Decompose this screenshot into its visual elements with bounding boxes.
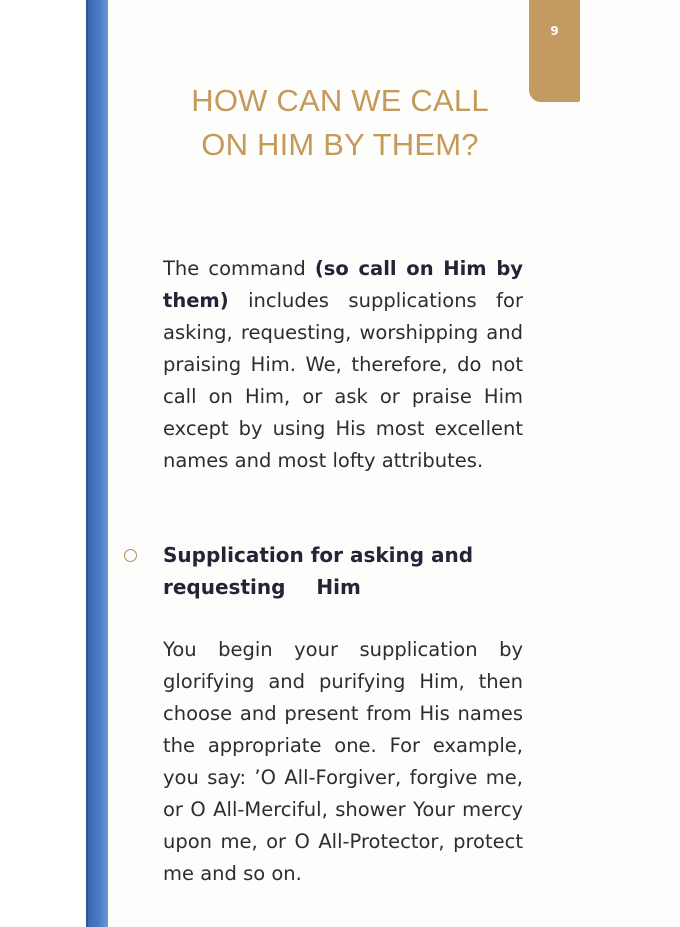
section-heading-line-1: Supplication for asking and [163, 543, 474, 567]
title-line-2: ON HIM BY THEM? [201, 127, 479, 162]
intro-paragraph [163, 253, 523, 477]
circle-bullet-icon [124, 549, 137, 562]
intro-text-before: The command [163, 257, 315, 280]
intro-text-after: includes supplications for asking, requesting, worshipping and praising Him. We, therefore, do not call on Him, or ask or praise Him except by using His most excellent names and most lofty attributes. [163, 289, 523, 472]
page-title [140, 79, 540, 167]
section-heading-line-2: requesting Him [163, 575, 361, 599]
page-number: 9 [550, 24, 559, 38]
intro-emphasis: (so call on Him by them) [163, 257, 523, 312]
section-body-paragraph: You begin your supplication by glorifying and purifying Him, then choose and present from His names the appropriate one. For example, you say: ’O All-Forgiver, forgive me, or O All-Merciful, shower Your mercy upon me, or O All-Protector, protect me and so on. [163, 638, 523, 885]
section-heading [163, 539, 523, 603]
blue-spine-bar [86, 0, 108, 927]
title-line-1: HOW CAN WE CALL [191, 83, 489, 118]
